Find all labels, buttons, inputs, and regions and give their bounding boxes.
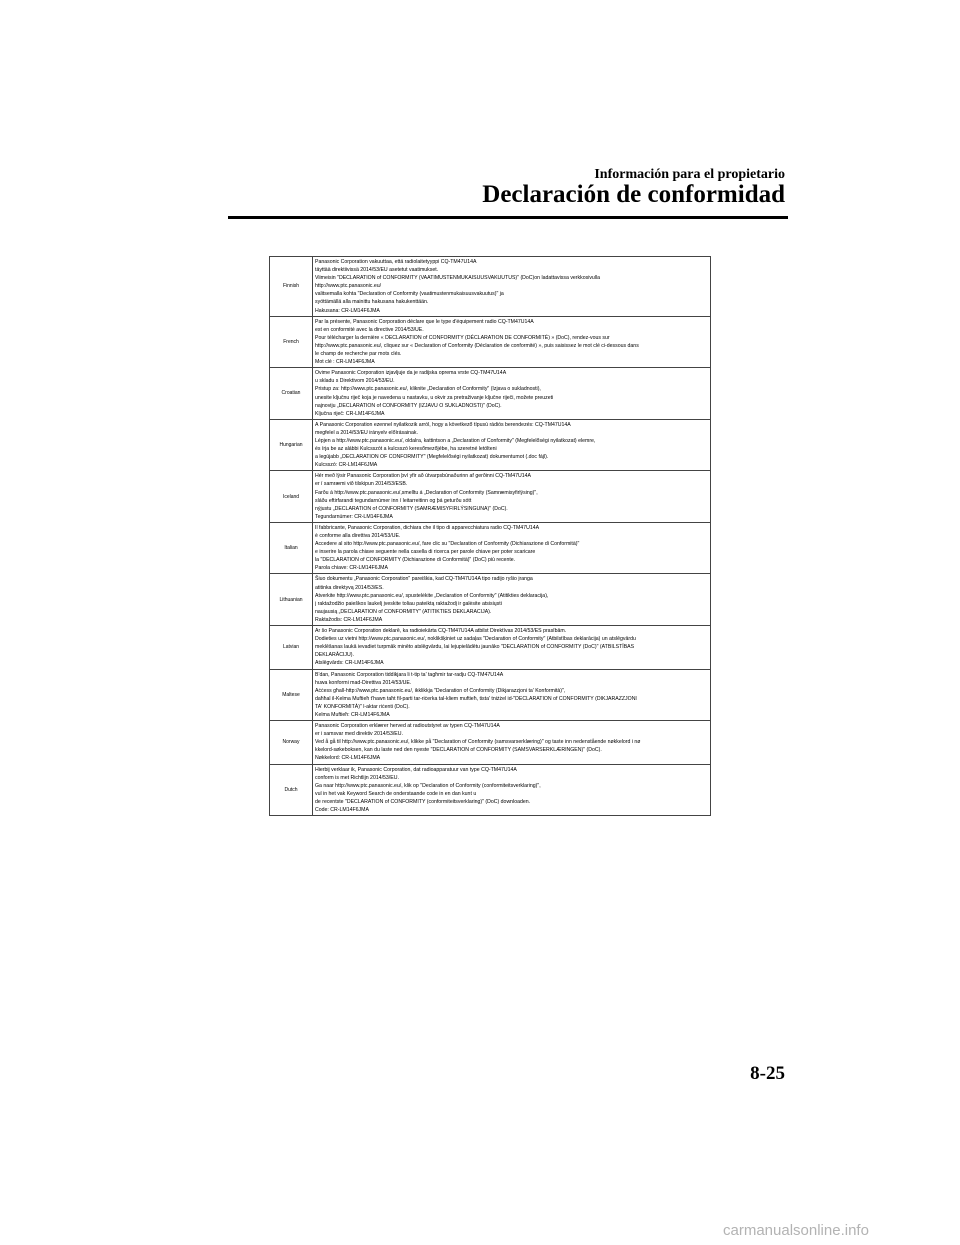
header-rule [228, 216, 788, 219]
declaration-text-cell [313, 257, 711, 317]
declaration-line: valitsemalla kohta "Declaration of Conformity (vaatimustenmukaisuusvakuutus)" ja [315, 291, 504, 298]
declaration-line: A Panasonic Corporation ezennel nyilatkozik arról, hogy a következő típusú rádiós berendezés: CQ-TM47U14A [315, 421, 571, 428]
page-title: Declaración de conformidad [482, 181, 785, 208]
declaration-line: Kelma Muftieħ: CR-LM14F6JMA [315, 711, 390, 718]
declaration-line: Šiuo dokumentu „Panasonic Corporation" pareiškia, kad CQ-TM47U14A tipo radijo ryšio įranga [315, 576, 533, 583]
declarations-table-wrap [269, 256, 711, 816]
declaration-line: Pristup za: http://www.ptc.panasonic.eu/, kliknite „Declaration of Conformity" (Izjava o sukladnosti), [315, 386, 541, 393]
declaration-line: Nøkkelord: CR-LM14F6JMA [315, 755, 381, 762]
table-row [270, 626, 711, 669]
declaration-line: sláðu eftirfarandi tegundarnúmer inn í leitarreitinn og þá geturðu sótt [315, 497, 472, 504]
table-row [270, 764, 711, 816]
declaration-line: unesite ključnu riječ koja je navedena u nastavku, u okvir za pretraživanje ključne riječi, možete preuzeti [315, 394, 554, 401]
section-kicker: Información para el propietario [594, 167, 785, 182]
table-row [270, 419, 711, 471]
declaration-line: syöttämällä alla mainittu hakusana hakukenttään. [315, 299, 429, 306]
declaration-line: Panasonic Corporation vakuuttaa, että radiolaitetyyppi CQ-TM47U14A [315, 259, 477, 265]
declaration-line: Farðu á http://www.ptc.panasonic.eu/,smelltu á „Declaration of Conformity (Samræmisyfirlýsing)", [315, 489, 538, 496]
declaration-line: Ga naar http://www.ptc.panasonic.eu/, klik op "Declaration of Conformity (conformiteitsverklaring)", [315, 782, 541, 789]
declaration-line: és írja be az alábbi Kulcsszót a kulcsszó keresőmezőjébe, ha szeretné letölteni [315, 446, 497, 453]
declaration-line: le champ de recherche par mots clés. [315, 351, 402, 358]
declaration-line: Aċċess għall-http://www.ptc.panasonic.eu/, ikklikkja "Declaration of Conformity (Dikjarazzjoni ta' Konformità)", [315, 687, 566, 694]
declaration-line: huwa konformi mad-Direttiva 2014/53/UE. [315, 679, 412, 686]
declaration-line: Mot clé : CR-LM14F6JMA [315, 359, 375, 366]
declaration-line: Ključna riječ: CR-LM14F6JMA [315, 410, 385, 417]
declaration-line: conform is met Richtlijn 2014/53/EU. [315, 774, 399, 781]
declaration-line: Il fabbricante, Panasonic Corporation, dichiara che il tipo di apparecchiatura radio CQ-TM47U14A [315, 524, 540, 531]
language-cell: Norway [270, 721, 313, 764]
declaration-text-cell [313, 626, 711, 669]
declaration-line: la "DECLARATION of CONFORMITY (Dichiarazione di Conformità)" (DoC) più recente. [315, 557, 516, 564]
declaration-line: Viimeisin "DECLARATION of CONFORMITY (VAATIMUSTENMUKAISUUSVAKUUTUS)" (DoC)on ladattavissa verkkosivulla [315, 275, 601, 282]
declaration-line: nýjustu „DECLARATION of CONFORMITY (SAMRÆMISYFIRLÝSINGUNA)" (DoC). [315, 505, 508, 512]
declaration-line: daħħal il-Kelma Muftieħ t'hawn taħt fil-parti tar-riċerka tal-kliem muftieħ, tista' tniżżel id-"DECLARATION of CONFORMITY (DIKJARAZZJONI [315, 695, 637, 702]
declaration-line: Lépjen a http://www.ptc.panasonic.eu/, oldalra, kattintson a „Declaration of Conformity" (Megfelelőségi nyilatkozat) elemre, [315, 437, 596, 444]
declaration-line: megfelel a 2014/53/EU irányelv előírásainak. [315, 429, 418, 436]
declaration-line: Dodieties uz vietni http://www.ptc.panasonic.eu/, noklikšķiniet uz sadaļas "Declaration of Conformity" (Atbilstības deklarācija) un atslēgvārdu [315, 636, 636, 643]
table-row [270, 316, 711, 368]
table-row [270, 471, 711, 523]
declaration-line: Ovime Panasonic Corporation izjavljuje da je radijska oprema vrste CQ-TM47U14A [315, 370, 507, 377]
table-row [270, 574, 711, 626]
declaration-line: Ved å gå til http://www.ptc.panasonic.eu/, klikke på "Declaration of Conformity (samsvarserklæring)" og taste inn nedenstående nøkkelord i nø [315, 739, 641, 746]
language-cell: Maltese [270, 669, 313, 721]
table-row [270, 522, 711, 574]
declaration-line: è conforme alla direttiva 2014/53/UE. [315, 533, 401, 539]
language-cell: Finnish [270, 257, 313, 317]
page-number: 8-25 [750, 1063, 785, 1084]
table-row [270, 368, 711, 420]
watermark: carmanualsonline.info [723, 1222, 869, 1239]
declaration-text-cell [313, 669, 711, 721]
language-cell: Dutch [270, 764, 313, 816]
declaration-line: Accedere al sito http://www.ptc.panasonic.eu/, fare clic su "Declaration of Conformity (Dichiarazione di Conformità)" [315, 541, 580, 548]
declaration-line: http://www.ptc.panasonic.eu/, cliquez sur « Declaration of Conformity (Déclaration de conformité) », puis saisissez le mot clé ci-dessous dans [315, 342, 639, 349]
declaration-line: er i samsvar med direktiv 2014/53/EU. [315, 731, 403, 738]
declaration-line: de recentste "DECLARATION of CONFORMITY (conformiteitsverklaring)" (DoC) downloaden. [315, 798, 531, 805]
declaration-line: Hierbij verklaar ik, Panasonic Corporation, dat radioapparatuur van type CQ-TM47U14A [315, 766, 517, 773]
declaration-line: Atslēgvārds: CR-LM14F6JMA [315, 660, 384, 667]
declaration-line: B'dan, Panasonic Corporation tiddikjara li t-tip ta' tagħmir tar-radju CQ-TM47U14A [315, 671, 504, 678]
declaration-line: täyttää direktiivissä 2014/53/EU asetetut vaatimukset. [315, 267, 439, 274]
declaration-line: meklēšanas laukā ievadiet turpmāk minēto atslēgvārdu, lai lejupielādētu jaunāko "DECLARATION of CONFORMITY (DoC)" (ATBILSTĪBAS [315, 644, 635, 651]
declaration-line: vul in het vak Keyword Search de onderstaande code in en dan kunt u [315, 790, 477, 797]
declaration-line: najnoviju „DECLARATION of CONFORMITY (IZJAVU O SUKLADNOSTI)" (DoC). [315, 402, 502, 409]
declaration-line: Pour télécharger la dernière « DECLARATION of CONFORMITY (DÉCLARATION DE CONFORMITÉ) » (DoC), rendez-vous sur [315, 334, 610, 341]
language-cell: Croatian [270, 368, 313, 420]
declaration-line: Panasonic Corporation erklærer herved at radioutstyret av typen CQ-TM47U14A [315, 723, 500, 730]
declaration-line: http://www.ptc.panasonic.eu/ [315, 283, 382, 290]
table-row [270, 721, 711, 764]
declaration-text-cell [313, 316, 711, 368]
declaration-text-cell [313, 419, 711, 471]
declaration-line: Hér með lýsir Panasonic Corporation því yfir að útvarpsbúnaðurinn af gerðinni CQ-TM47U14A [315, 473, 531, 480]
declaration-line: į raktažodžio paieškos laukelį įveskite toliau pateiktą raktažodį ir galėsite atsisiųsti [315, 600, 502, 607]
declaration-line: Raktažodis: CR-LM14F6JMA [315, 616, 383, 623]
declaration-line: e inserire la parola chiave seguente nella casella di ricerca per parole chiave per poter scaricare [315, 549, 536, 556]
declaration-line: a legújabb „DECLARATION OF CONFORMITY" (Megfelelőségi nyilatkozat) dokumentumot (.doc fájl). [315, 454, 549, 461]
declaration-text-cell [313, 471, 711, 523]
declaration-line: Kulcsszó: CR-LM14F6JMA [315, 462, 378, 469]
declarations-table-body [270, 257, 711, 816]
declaration-line: naujausią „DECLARATION of CONFORMITY" (ATITIKTIES DEKLARACIJA). [315, 608, 492, 615]
language-cell: Hungarian [270, 419, 313, 471]
declaration-text-cell [313, 721, 711, 764]
declaration-line: Hakusana: CR-LM14F6JMA [315, 307, 380, 314]
declaration-line: Atverkite http://www.ptc.panasonic.eu/, spustelėkite „Declaration of Conformity" (Atitikties deklaracija), [315, 592, 549, 599]
table-row [270, 257, 711, 317]
declaration-line: est en conformité avec la directive 2014/53/UE. [315, 326, 424, 333]
declaration-text-cell [313, 368, 711, 420]
language-cell: Iceland [270, 471, 313, 523]
declaration-line: Par la présente, Panasonic Corporation déclare que le type d'équipement radio CQ-TM47U14A [315, 318, 534, 325]
declaration-line: TA' KONFORMITÀ)" l-aktar riċenti (DoC). [315, 703, 410, 710]
table-row [270, 669, 711, 721]
declaration-line: u skladu s Direktivom 2014/53/EU. [315, 378, 395, 385]
declaration-line: kkelord-søkeboksen, kan du laste ned den nyeste "DECLARATION of CONFORMITY (SAMSVARSERKLÆRINGEN)" (DoC). [315, 747, 602, 754]
declarations-table [269, 256, 711, 816]
declaration-line: er í samræmi við tilskipun 2014/53/ESB. [315, 481, 408, 488]
declaration-text-cell [313, 574, 711, 626]
language-cell: Latvian [270, 626, 313, 669]
language-cell: French [270, 316, 313, 368]
declaration-text-cell [313, 522, 711, 574]
declaration-line: Ar šo Panasonic Corporation deklarē, ka radioiekārta CQ-TM47U14A atbilst Direktīvas 2014/53/ES prasībām. [315, 628, 567, 635]
declaration-text-cell [313, 764, 711, 816]
language-cell: Lithuanian [270, 574, 313, 626]
declaration-line: Parola chiave: CR-LM14F6JMA [315, 565, 388, 572]
declaration-line: DEKLARĀCIJU). [315, 652, 354, 659]
language-cell: Italian [270, 522, 313, 574]
declaration-line: Code: CR-LM14F6JMA [315, 807, 369, 813]
declaration-line: Tegundarnúmer: CR-LM14F6JMA [315, 513, 393, 520]
declaration-line: atitinka direktyvą 2014/53/ES. [315, 584, 384, 591]
